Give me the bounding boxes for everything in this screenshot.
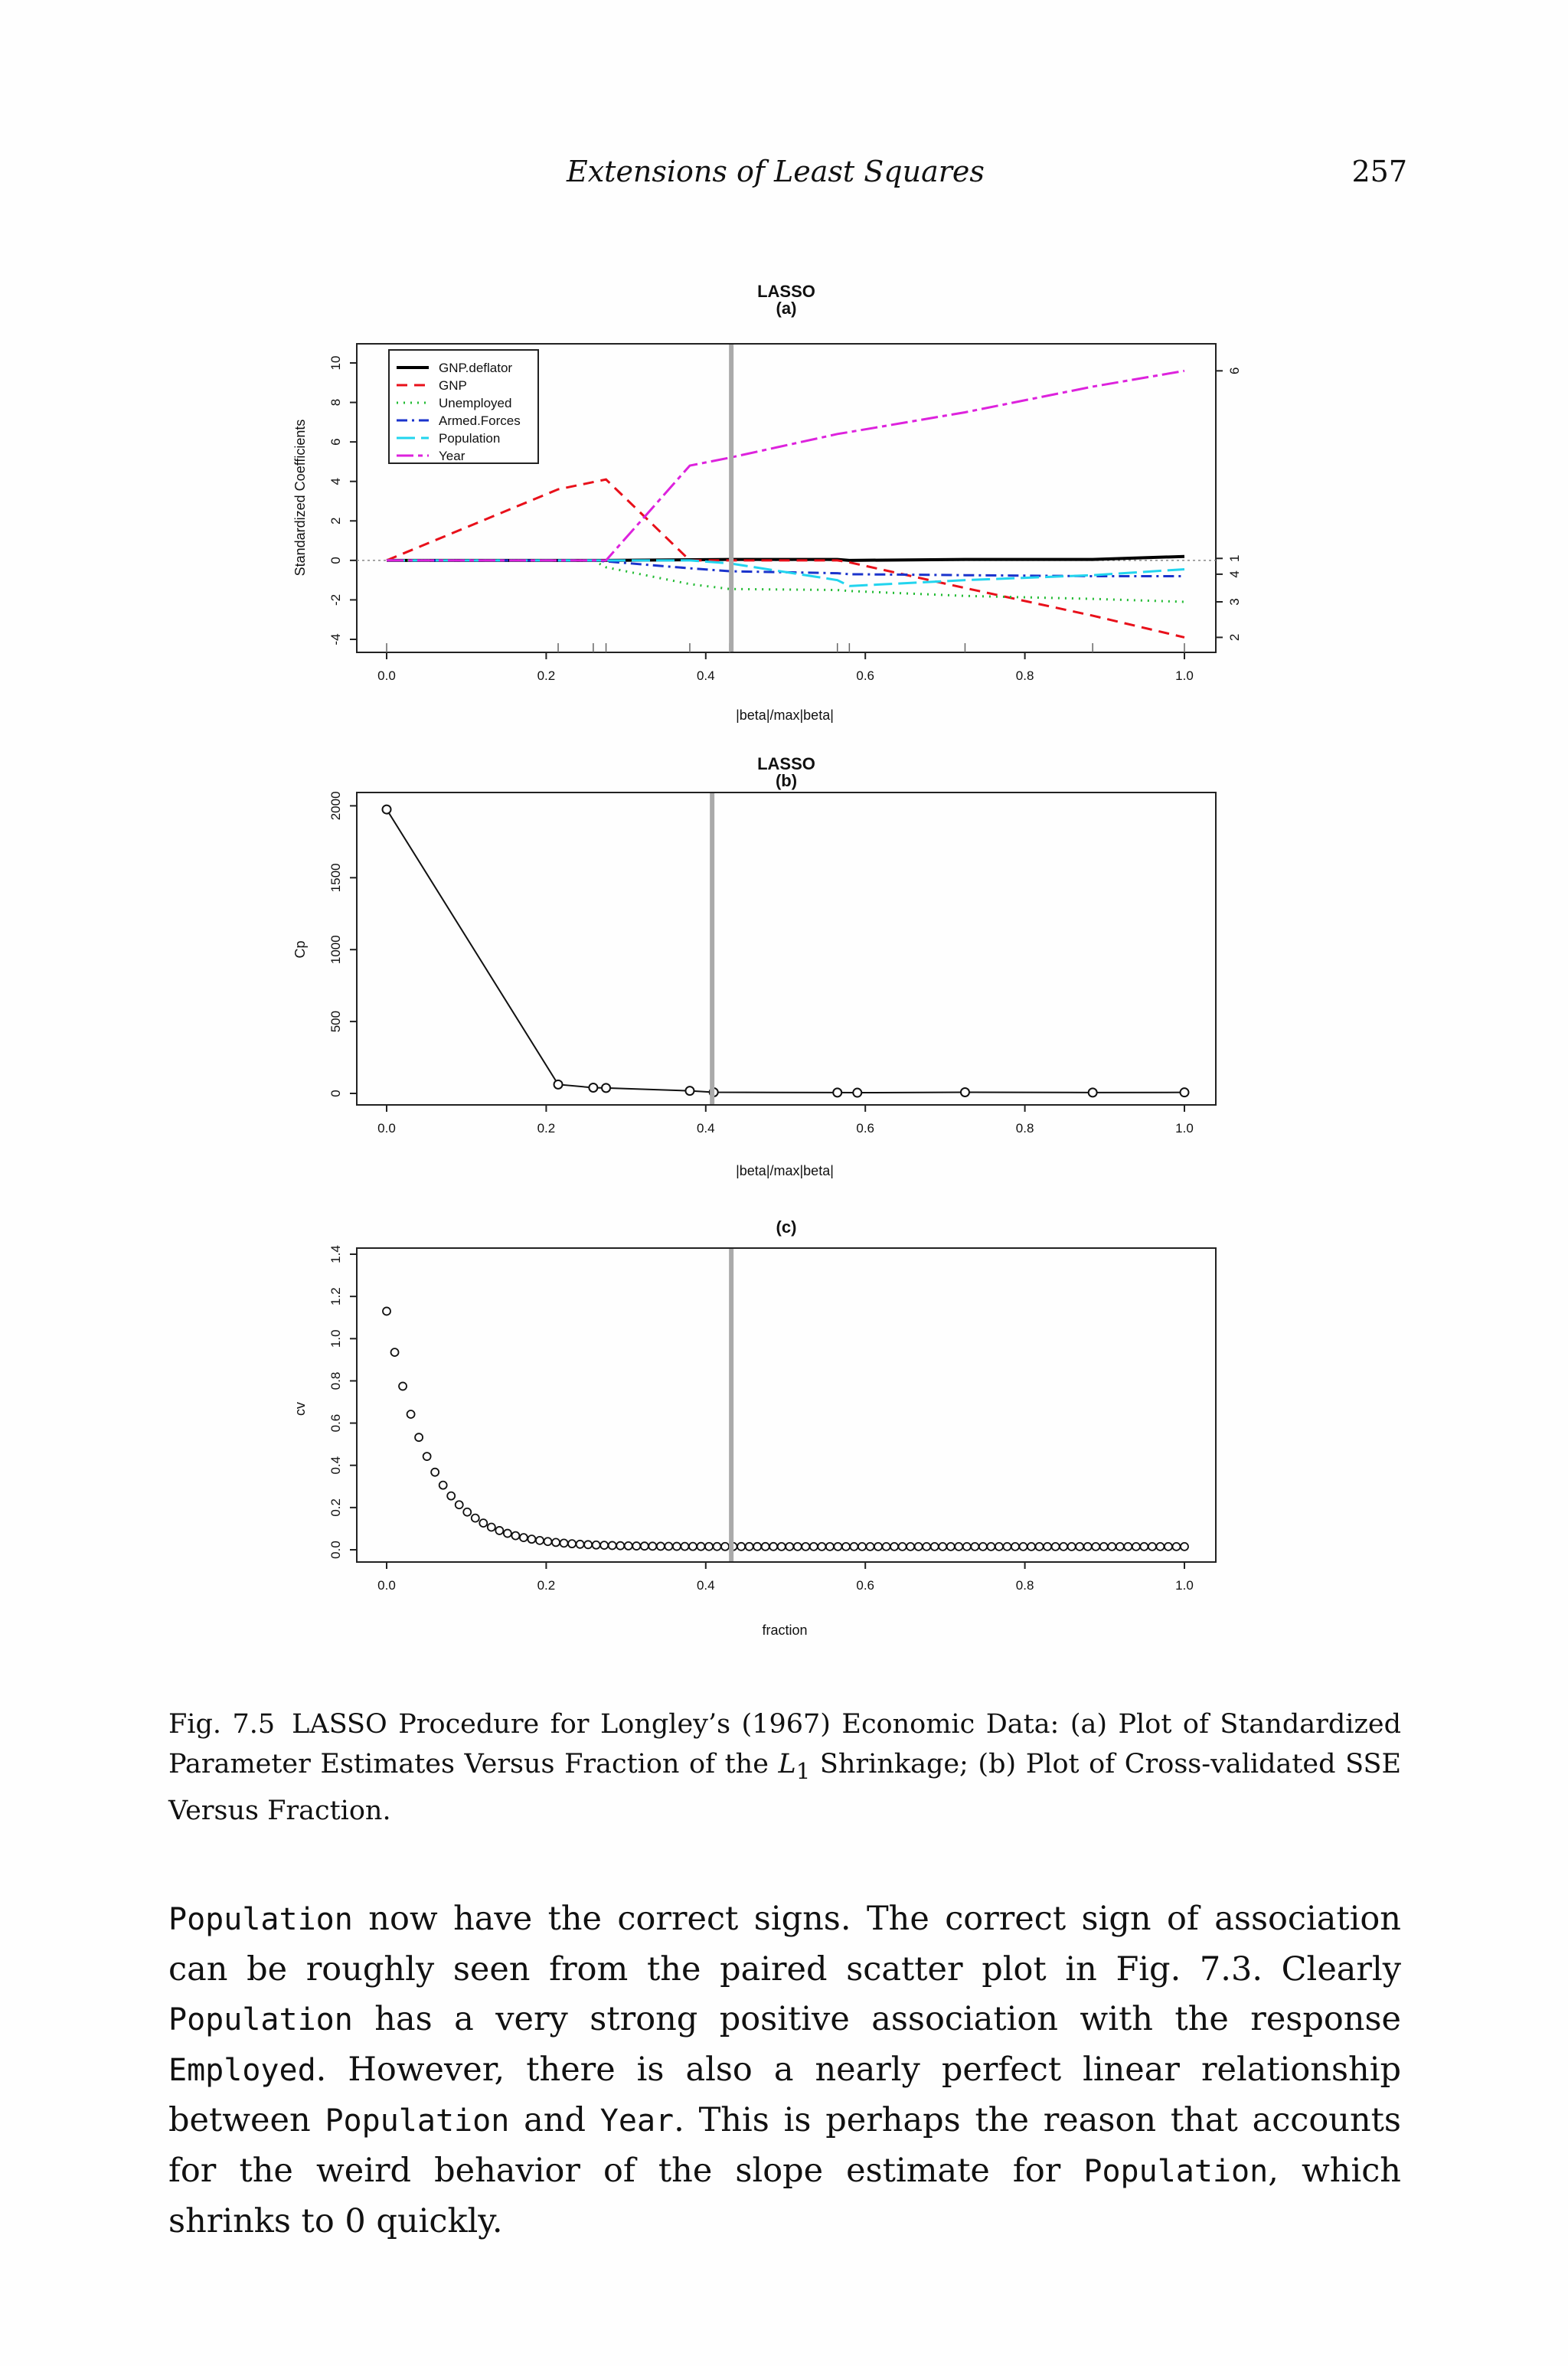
x-tick-label: 0.6 xyxy=(856,668,875,683)
cv-point xyxy=(963,1543,971,1551)
cv-point xyxy=(1076,1543,1083,1551)
cv-point xyxy=(955,1543,962,1551)
cv-point xyxy=(544,1538,552,1545)
x-tick-label: 0.4 xyxy=(696,1121,715,1136)
plot-a-subtitle: (a) xyxy=(776,299,797,318)
cv-point xyxy=(600,1541,608,1549)
cv-point xyxy=(479,1519,487,1527)
x-tick-label: 0.4 xyxy=(696,668,715,683)
plot-c-ylabel: cv xyxy=(292,1402,308,1416)
y-tick-label: 0 xyxy=(328,1090,343,1097)
cv-point xyxy=(383,1307,390,1315)
body-text-span: and xyxy=(509,2101,600,2139)
running-title: Extensions of Least Squares xyxy=(567,155,985,188)
cv-point xyxy=(1181,1543,1188,1551)
code-population: Population xyxy=(168,2002,353,2038)
plot-b-frame xyxy=(357,792,1216,1105)
cv-point xyxy=(995,1543,1003,1551)
cp-point xyxy=(833,1088,841,1096)
cp-point xyxy=(1089,1088,1097,1096)
x-tick-label: 0.0 xyxy=(377,1121,396,1136)
cp-point xyxy=(383,806,391,814)
y-tick-label: 0.4 xyxy=(328,1456,343,1475)
y-tick-label: 1500 xyxy=(328,863,343,893)
plot-a-ylabel: Standardized Coefficients xyxy=(292,419,308,577)
cv-point xyxy=(721,1543,729,1551)
cv-point xyxy=(746,1543,753,1551)
plot-c-xlabel: fraction xyxy=(762,1623,808,1638)
cp-point xyxy=(589,1083,597,1092)
legend-label: Armed.Forces xyxy=(439,413,521,428)
y-tick-label: 0 xyxy=(328,557,343,564)
right-tick-label: 2 xyxy=(1227,633,1242,642)
body-paragraph xyxy=(168,1894,1401,2247)
cv-point xyxy=(1044,1543,1051,1551)
cv-point xyxy=(584,1541,592,1548)
cv-point xyxy=(1124,1543,1132,1551)
cv-point xyxy=(456,1501,463,1508)
code-year: Year xyxy=(599,2103,675,2139)
cv-point xyxy=(769,1543,777,1551)
cp-point xyxy=(853,1089,861,1097)
cv-point xyxy=(439,1482,447,1489)
series-armed-forces-line xyxy=(387,560,1184,577)
y-tick-label: 2000 xyxy=(328,791,343,821)
cv-point xyxy=(1060,1543,1067,1551)
cv-point xyxy=(1036,1543,1044,1551)
cv-point xyxy=(1084,1543,1092,1551)
x-tick-label: 0.2 xyxy=(537,1578,556,1593)
cv-point xyxy=(657,1542,665,1550)
plot-b-y-axis xyxy=(328,791,357,1096)
plot-a-xlabel: |beta|/max|beta| xyxy=(736,708,834,723)
caption-label: Fig. 7.5 xyxy=(168,1709,276,1740)
plot-a-title: LASSO xyxy=(757,282,815,301)
cv-point xyxy=(528,1535,535,1543)
plot-a-breakpoint-marks xyxy=(387,643,1184,652)
y-tick-label: 1000 xyxy=(328,935,343,965)
legend-label: GNP xyxy=(439,378,467,393)
y-tick-label: 0.2 xyxy=(328,1498,343,1517)
code-employed: Employed xyxy=(168,2053,316,2088)
legend-label: Population xyxy=(439,431,501,446)
cv-point xyxy=(1092,1543,1099,1551)
plot-b-cp-points xyxy=(383,806,1189,1097)
legend-label: Year xyxy=(439,449,466,463)
cv-point xyxy=(1100,1543,1108,1551)
plot-a-right-axis xyxy=(1216,368,1242,642)
page-number: 257 xyxy=(1351,155,1407,188)
legend-label: GNP.deflator xyxy=(439,361,513,375)
series-population-line xyxy=(387,560,1184,587)
cv-point xyxy=(536,1537,544,1544)
cv-point xyxy=(979,1543,987,1551)
plot-b-xlabel: |beta|/max|beta| xyxy=(736,1163,834,1178)
cv-point xyxy=(987,1543,995,1551)
cv-point xyxy=(391,1348,399,1356)
cv-point xyxy=(415,1433,423,1441)
right-tick-label: 6 xyxy=(1227,367,1242,375)
cv-point xyxy=(915,1543,923,1551)
cv-point xyxy=(858,1543,866,1551)
x-tick-label: 0.0 xyxy=(377,1578,396,1593)
cv-point xyxy=(1019,1543,1027,1551)
cv-point xyxy=(681,1543,688,1551)
cv-point xyxy=(931,1543,939,1551)
plot-a xyxy=(292,282,1242,723)
running-head xyxy=(0,155,1568,201)
cv-point xyxy=(625,1542,632,1550)
plot-a-y-axis xyxy=(328,356,357,645)
cv-point xyxy=(810,1543,818,1551)
y-tick-label: 10 xyxy=(328,355,343,371)
cv-point xyxy=(850,1543,858,1551)
cv-point xyxy=(616,1542,624,1550)
body-text-span: now have the correct signs. The correct sign of association can be roughly seen from the paired scatter plot in Fig. 7.3. Clearly xyxy=(168,1900,1401,1989)
figure-7-5 xyxy=(0,276,1568,1654)
cv-point xyxy=(1108,1543,1116,1551)
cv-point xyxy=(1116,1543,1124,1551)
cv-point xyxy=(689,1543,697,1551)
code-population: Population xyxy=(168,1902,353,1937)
cv-point xyxy=(1003,1543,1011,1551)
x-tick-label: 1.0 xyxy=(1175,1578,1194,1593)
plot-c-cv-points xyxy=(383,1307,1188,1550)
cv-point xyxy=(697,1543,704,1551)
body-text-span: . However, there is also a nearly perfect linear relationship between xyxy=(168,2051,1401,2139)
cv-point xyxy=(834,1543,841,1551)
x-tick-label: 1.0 xyxy=(1175,668,1194,683)
cv-point xyxy=(923,1543,930,1551)
cv-point xyxy=(753,1543,761,1551)
right-tick-label: 1 xyxy=(1227,554,1242,563)
cv-point xyxy=(552,1538,560,1546)
caption-math-sub: 1 xyxy=(795,1758,811,1784)
cv-point xyxy=(1148,1543,1156,1551)
cv-point xyxy=(648,1542,656,1550)
y-tick-label: 2 xyxy=(328,517,343,525)
cp-point xyxy=(602,1083,610,1092)
cv-point xyxy=(463,1508,471,1516)
series-unemployed-line xyxy=(387,560,1184,602)
cv-point xyxy=(705,1543,713,1551)
y-tick-label: 0.8 xyxy=(328,1371,343,1391)
cv-point xyxy=(794,1543,802,1551)
cv-point xyxy=(1172,1543,1180,1551)
cv-point xyxy=(407,1410,415,1418)
caption-math: L xyxy=(778,1749,796,1779)
y-tick-label: 6 xyxy=(328,438,343,446)
cv-point xyxy=(520,1534,528,1541)
y-tick-label: 1.0 xyxy=(328,1329,343,1348)
cv-point xyxy=(890,1543,898,1551)
cv-point xyxy=(673,1543,681,1551)
cv-point xyxy=(737,1543,745,1551)
caption-text: LASSO Procedure for Longley’s (1967) Economic Data: (a) Plot of Standardized Parameter Estimates Versus Fraction of the xyxy=(168,1709,1402,1779)
y-tick-label: -4 xyxy=(328,633,343,645)
x-tick-label: 0.8 xyxy=(1015,1578,1034,1593)
right-tick-label: 4 xyxy=(1227,570,1242,578)
plot-a-x-axis xyxy=(377,652,1194,683)
cv-point xyxy=(714,1543,721,1551)
cv-point xyxy=(641,1542,648,1550)
code-population: Population xyxy=(325,2103,510,2139)
plot-c-frame xyxy=(357,1248,1216,1562)
cv-point xyxy=(504,1530,511,1538)
cp-point xyxy=(1181,1088,1189,1096)
cv-point xyxy=(883,1543,890,1551)
cv-point xyxy=(1132,1543,1140,1551)
cv-point xyxy=(947,1543,955,1551)
cp-point xyxy=(685,1087,694,1095)
cv-point xyxy=(511,1532,519,1540)
x-tick-label: 0.2 xyxy=(537,1121,556,1136)
cv-point xyxy=(665,1542,672,1550)
cv-point xyxy=(1156,1543,1164,1551)
cv-point xyxy=(818,1543,825,1551)
plot-b-subtitle: (b) xyxy=(775,771,798,790)
cv-point xyxy=(1140,1543,1148,1551)
body-text-span: , which shrinks to 0 quickly. xyxy=(168,2152,1402,2240)
x-tick-label: 0.4 xyxy=(696,1578,715,1593)
cv-point xyxy=(593,1541,600,1549)
right-tick-label: 3 xyxy=(1227,598,1242,606)
plot-b-cp-line xyxy=(387,809,1184,1093)
y-tick-label: 4 xyxy=(328,477,343,485)
cv-point xyxy=(447,1492,455,1500)
cv-point xyxy=(431,1469,439,1476)
cv-point xyxy=(577,1541,584,1548)
plot-a-legend xyxy=(389,350,538,463)
cv-point xyxy=(826,1543,834,1551)
cv-point xyxy=(568,1540,576,1547)
legend-label: Unemployed xyxy=(439,396,512,410)
x-tick-label: 0.0 xyxy=(377,668,396,683)
cv-point xyxy=(1068,1543,1076,1551)
cv-point xyxy=(1052,1543,1060,1551)
cv-point xyxy=(778,1543,786,1551)
y-tick-label: -2 xyxy=(328,593,343,606)
cv-point xyxy=(762,1543,769,1551)
cp-point xyxy=(554,1080,563,1089)
plot-b-ylabel: Cp xyxy=(292,940,308,959)
figure-caption xyxy=(168,1704,1401,1831)
plot-b xyxy=(292,754,1216,1178)
y-tick-label: 500 xyxy=(328,1010,343,1033)
cv-point xyxy=(867,1543,874,1551)
cv-point xyxy=(399,1382,407,1390)
code-population: Population xyxy=(1083,2154,1269,2189)
cv-point xyxy=(632,1542,640,1550)
caption-text-end: Shrinkage; (b) Plot of Cross-validated SSE Versus Fraction. xyxy=(168,1749,1402,1826)
cv-point xyxy=(423,1453,431,1460)
body-text-span: has a very strong positive association with the response xyxy=(352,2000,1401,2038)
plot-c-y-axis xyxy=(328,1245,357,1559)
plot-b-x-axis xyxy=(377,1105,1194,1136)
cv-point xyxy=(1027,1543,1035,1551)
cv-point xyxy=(786,1543,793,1551)
plot-c-x-axis xyxy=(377,1562,1194,1593)
x-tick-label: 0.6 xyxy=(856,1578,875,1593)
plot-b-title: LASSO xyxy=(757,754,815,773)
cv-point xyxy=(842,1543,850,1551)
cv-point xyxy=(1011,1543,1019,1551)
cv-point xyxy=(874,1543,882,1551)
y-tick-label: 0.0 xyxy=(328,1541,343,1559)
cv-point xyxy=(1165,1543,1172,1551)
cv-point xyxy=(802,1543,809,1551)
y-tick-label: 1.4 xyxy=(328,1245,343,1263)
y-tick-label: 8 xyxy=(328,398,343,407)
x-tick-label: 0.2 xyxy=(537,668,556,683)
cv-point xyxy=(609,1541,616,1549)
cv-point xyxy=(495,1527,503,1534)
cv-point xyxy=(488,1524,495,1531)
x-tick-label: 0.8 xyxy=(1015,668,1034,683)
y-tick-label: 1.2 xyxy=(328,1287,343,1306)
plot-c-title: (c) xyxy=(776,1217,797,1237)
cv-point xyxy=(899,1543,906,1551)
plot-c xyxy=(292,1217,1216,1638)
cv-point xyxy=(560,1539,568,1547)
y-tick-label: 0.6 xyxy=(328,1413,343,1433)
cv-point xyxy=(971,1543,978,1551)
cv-point xyxy=(939,1543,946,1551)
x-tick-label: 0.6 xyxy=(856,1121,875,1136)
body-text-span: . This is perhaps the reason that accounts for the weird behavior of the slope estimate for xyxy=(168,2101,1401,2190)
x-tick-label: 1.0 xyxy=(1175,1121,1194,1136)
cv-point xyxy=(906,1543,914,1551)
cv-point xyxy=(472,1515,479,1522)
cp-point xyxy=(961,1088,969,1096)
x-tick-label: 0.8 xyxy=(1015,1121,1034,1136)
